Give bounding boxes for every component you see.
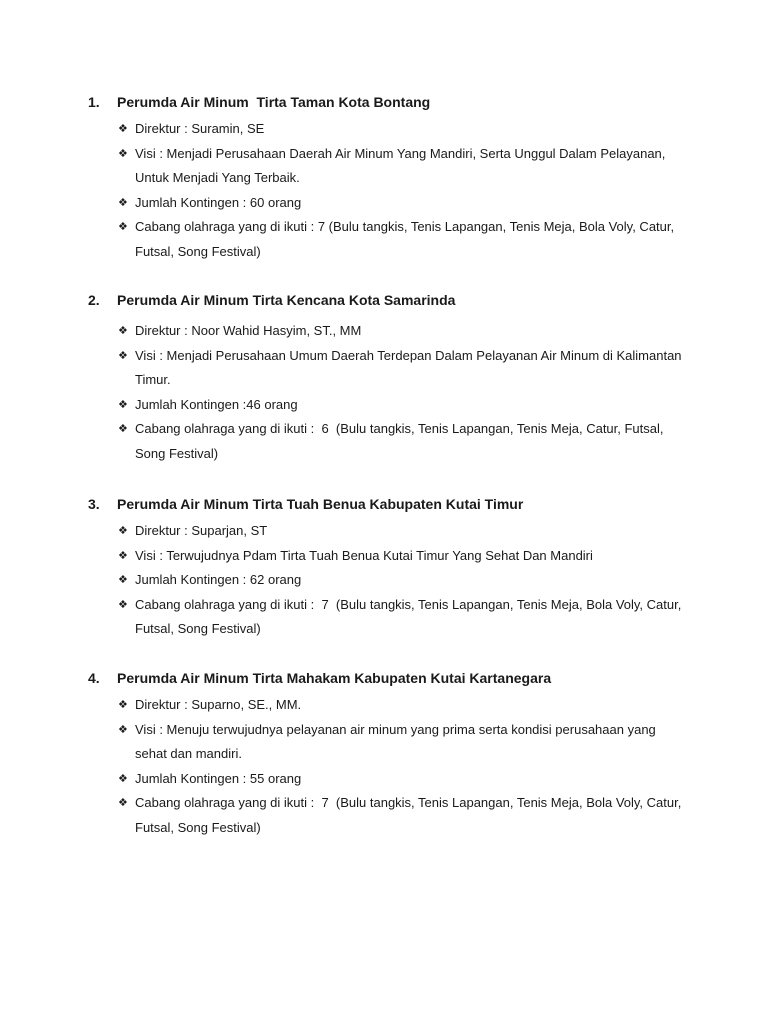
section-title: Perumda Air Minum Tirta Mahakam Kabupaten Kutai Kartanegara <box>117 670 552 686</box>
detail-text: Direktur : Suramin, SE <box>135 121 265 136</box>
diamond-bullet-icon: ❖ <box>118 698 128 711</box>
diamond-bullet-icon: ❖ <box>118 422 128 436</box>
detail-item-kontingen <box>118 191 688 216</box>
detail-text: Jumlah Kontingen :46 orang <box>135 396 298 412</box>
diamond-bullet-icon: ❖ <box>118 195 128 209</box>
section-number: 3. <box>88 496 100 512</box>
section-heading <box>88 494 688 514</box>
diamond-bullet-icon: ❖ <box>118 397 128 411</box>
detail-text: Direktur : Noor Wahid Hasyim, ST., MM <box>135 323 362 338</box>
section-number: 4. <box>88 670 100 686</box>
detail-text: Cabang olahraga yang di ikuti : 6 (Bulu tangkis, Tenis Lapangan, Tenis Meja, Catur, Futsal, Song Festival) <box>135 421 668 461</box>
diamond-bullet-icon: ❖ <box>118 146 128 160</box>
diamond-bullet-icon: ❖ <box>118 796 128 810</box>
detail-item-cabang-olahraga <box>118 791 688 840</box>
diamond-bullet-icon: ❖ <box>118 548 128 562</box>
detail-list <box>88 693 688 841</box>
detail-text: Visi : Menjadi Perusahaan Umum Daerah Terdepan Dalam Pelayanan Air Minum di Kalimantan Timur. <box>135 347 685 388</box>
section-heading <box>88 92 688 112</box>
diamond-bullet-icon: ❖ <box>118 597 128 611</box>
section-heading <box>88 668 688 688</box>
company-section-2 <box>88 290 688 467</box>
detail-text: Visi : Terwujudnya Pdam Tirta Tuah Benua Kutai Timur Yang Sehat Dan Mandiri <box>135 547 593 563</box>
section-number: 1. <box>88 94 100 110</box>
company-section-1 <box>88 92 688 265</box>
detail-text: Jumlah Kontingen : 60 orang <box>135 194 302 210</box>
section-number: 2. <box>88 292 100 308</box>
section-title: Perumda Air Minum Tirta Taman Kota Bontang <box>117 94 431 110</box>
company-section-3 <box>88 494 688 642</box>
detail-text: Direktur : Suparno, SE., MM. <box>135 697 302 712</box>
diamond-bullet-icon: ❖ <box>118 771 128 785</box>
detail-item-direktur <box>118 519 688 544</box>
company-section-4 <box>88 668 688 841</box>
detail-list <box>88 117 688 265</box>
detail-text: Cabang olahraga yang di ikuti : 7 (Bulu tangkis, Tenis Lapangan, Tenis Meja, Bola Voly, Catur, Futsal, Song Festival) <box>135 596 685 637</box>
detail-item-visi <box>118 142 688 191</box>
detail-item-visi <box>118 344 688 393</box>
detail-item-visi <box>118 718 688 767</box>
diamond-bullet-icon: ❖ <box>118 524 128 537</box>
diamond-bullet-icon: ❖ <box>118 220 128 234</box>
diamond-bullet-icon: ❖ <box>118 122 128 135</box>
detail-item-kontingen <box>118 568 688 593</box>
detail-text: Visi : Menuju terwujudnya pelayanan air minum yang prima serta kondisi perusahaan yang sehat dan mandiri. <box>135 721 660 762</box>
detail-item-direktur <box>118 117 688 142</box>
section-heading <box>88 290 688 310</box>
detail-text: Cabang olahraga yang di ikuti : 7 (Bulu tangkis, Tenis Lapangan, Tenis Meja, Bola Voly, Catur, Futsal, Song Festival) <box>135 795 685 835</box>
detail-item-visi <box>118 544 688 569</box>
section-title: Perumda Air Minum Tirta Kencana Kota Samarinda <box>117 292 456 308</box>
detail-item-direktur <box>118 319 688 344</box>
diamond-bullet-icon: ❖ <box>118 573 128 587</box>
detail-item-cabang-olahraga <box>118 417 688 466</box>
detail-list <box>88 319 688 467</box>
diamond-bullet-icon: ❖ <box>118 324 128 337</box>
detail-item-cabang-olahraga <box>118 215 688 264</box>
detail-item-kontingen <box>118 393 688 418</box>
detail-text: Visi : Menjadi Perusahaan Daerah Air Minum Yang Mandiri, Serta Unggul Dalam Pelayanan, Untuk Menjadi Yang Terbaik. <box>135 145 670 186</box>
detail-text: Direktur : Suparjan, ST <box>135 523 268 538</box>
detail-item-kontingen <box>118 767 688 792</box>
detail-text: Jumlah Kontingen : 62 orang <box>135 572 302 588</box>
detail-text: Jumlah Kontingen : 55 orang <box>135 770 302 786</box>
detail-list <box>88 519 688 642</box>
diamond-bullet-icon: ❖ <box>118 722 128 736</box>
detail-item-direktur <box>118 693 688 718</box>
section-title: Perumda Air Minum Tirta Tuah Benua Kabupaten Kutai Timur <box>117 496 524 512</box>
detail-item-cabang-olahraga <box>118 593 688 642</box>
diamond-bullet-icon: ❖ <box>118 348 128 362</box>
detail-text: Cabang olahraga yang di ikuti : 7 (Bulu tangkis, Tenis Lapangan, Tenis Meja, Bola Voly, Catur, Futsal, Song Festival) <box>135 219 678 259</box>
